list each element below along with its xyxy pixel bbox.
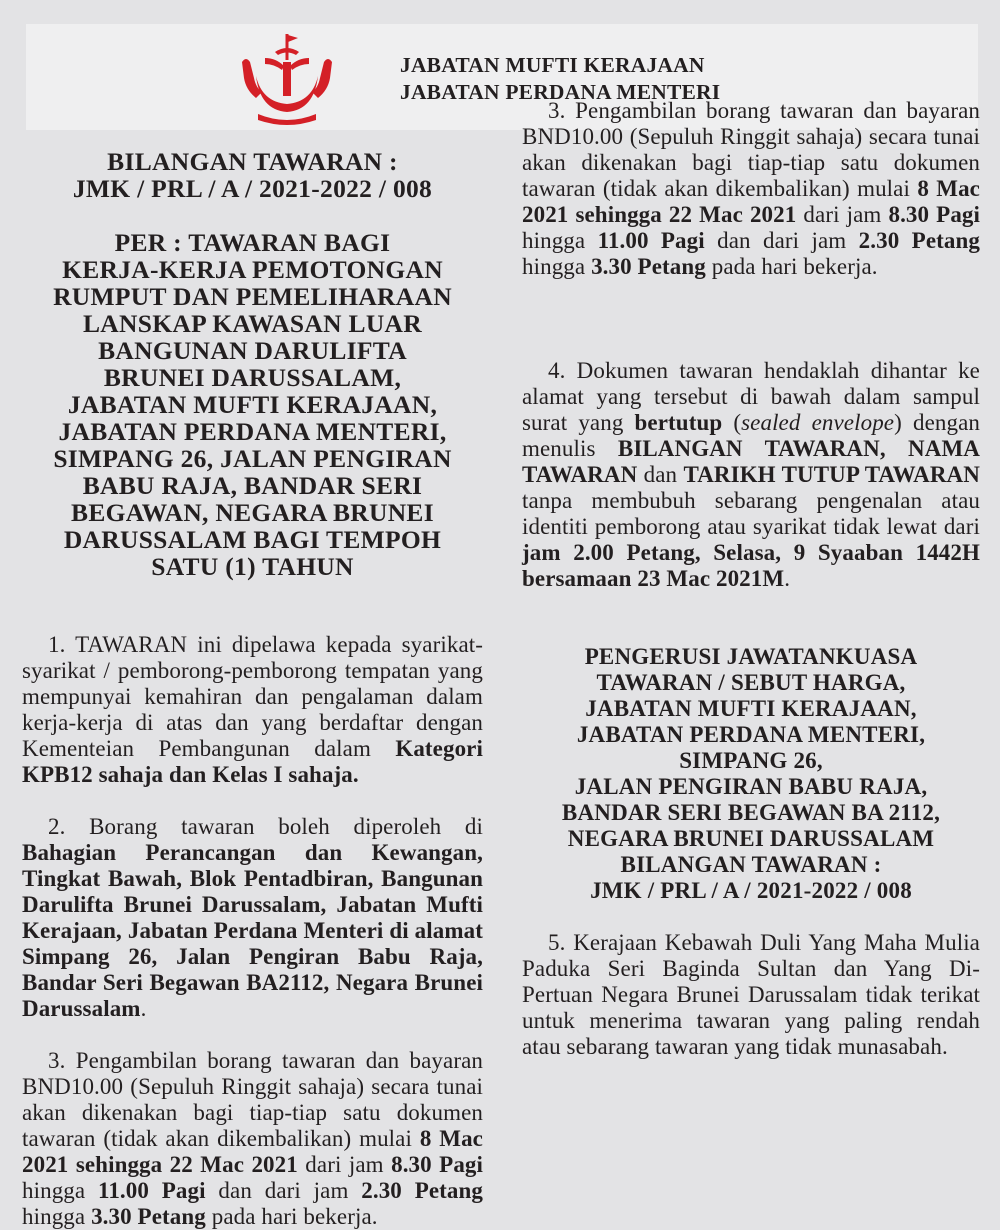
subject-line: RUMPUT DAN PEMELIHARAAN (53, 282, 452, 311)
subject-line: BRUNEI DARUSSALAM, (103, 363, 402, 392)
submission-address (522, 644, 980, 904)
paragraph-2: 2. Borang tawaran boleh diperoleh di Bahagian Perancangan dan Kewangan, Tingkat Bawah, Blok Pentadbiran, Bangunan Darulifta Brunei Darussalam, Jabatan Mufti Kerajaan, Jabatan Perdana Menteri di alamat Simpang 26, Jalan Pengiran Babu Raja, Bandar Seri Begawan BA2112, Negara Brunei Darussalam. (22, 814, 483, 1021)
address-line: JMK / PRL / A / 2021-2022 / 008 (590, 878, 912, 903)
department-name: JABATAN MUFTI KERAJAAN (400, 53, 705, 77)
paragraph-3-continued: 3. Pengambilan borang tawaran dan bayaran BND10.00 (Sepuluh Ringgit sahaja) secara tunai akan dikenakan bagi tiap-tiap satu dokumen tawaran (tidak akan dikembalikan) mulai 8 Mac 2021 sehingga 22 Mac 2021 dari jam 8.30 Pagi hingga 11.00 Pagi dan dari jam 2.30 Petang hingga 3.30 Petang pada hari bekerja. (522, 98, 981, 279)
tender-number-label: BILANGAN TAWARAN : (107, 147, 398, 176)
ministry-name: JABATAN PERDANA MENTERI (400, 80, 721, 104)
subject-line: KERJA-KERJA PEMOTONGAN (62, 255, 443, 284)
subject-line: SIMPANG 26, JALAN PENGIRAN (53, 444, 452, 473)
left-column (22, 147, 484, 1229)
subject-line: BABU RAJA, BANDAR SERI (82, 471, 423, 500)
tender-number-heading (22, 148, 483, 202)
address-line: NEGARA BRUNEI DARUSSALAM (567, 826, 935, 851)
tender-number-value: JMK / PRL / A / 2021-2022 / 008 (72, 174, 433, 203)
subject-line: JABATAN PERDANA MENTERI, (58, 417, 447, 446)
address-line: PENGERUSI JAWATANKUASA (584, 644, 918, 669)
subject-line: BEGAWAN, NEGARA BRUNEI (71, 498, 434, 527)
subject-line: PER : TAWARAN BAGI (114, 228, 391, 257)
address-line: BILANGAN TAWARAN : (620, 852, 882, 877)
address-line: JALAN PENGIRAN BABU RAJA, (574, 774, 928, 799)
subject-line: SATU (1) TAHUN (151, 552, 354, 581)
paragraph-1: 1. TAWARAN ini dipelawa kepada syarikat-syarikat / pemborong-pemborong tempatan yang mempunyai kemahiran dan pengalaman dalam kerja-kerja di atas dan yang berdaftar dengan Kementeian Pembangunan dalam Kategori KPB12 sahaja dan Kelas I sahaja. (22, 632, 483, 787)
address-line: JABATAN PERDANA MENTERI, (576, 722, 926, 747)
paragraph-4: 4. Dokumen tawaran hendaklah dihantar ke alamat yang tersebut di bawah dalam sampul surat yang bertutup (sealed envelope) dengan menulis BILANGAN TAWARAN, NAMA TAWARAN dan TARIKH TUTUP TAWARAN tanpa membubuh sebarang pengenalan atau identiti pemborong atau syarikat tidak lewat dari jam 2.00 Petang, Selasa, 9 Syaaban 1442H bersamaan 23 Mac 2021M. (522, 358, 980, 591)
paragraph-3: 3. Pengambilan borang tawaran dan bayaran BND10.00 (Sepuluh Ringgit sahaja) secara tunai akan dikenakan bagi tiap-tiap satu dokumen tawaran (tidak akan dikembalikan) mulai 8 Mac 2021 sehingga 22 Mac 2021 dari jam 8.30 Pagi hingga 11.00 Pagi dan dari jam 2.30 Petang hingga 3.30 Petang pada hari bekerja. (22, 1048, 484, 1229)
tender-subject-heading (22, 229, 483, 580)
brunei-crest-icon (232, 32, 342, 126)
subject-line: LANSKAP KAWASAN LUAR (83, 309, 422, 338)
address-line: BANDAR SERI BEGAWAN BA 2112, (561, 800, 941, 825)
subject-line: BANGUNAN DARULIFTA (98, 336, 407, 365)
address-line: JABATAN MUFTI KERAJAAN, (585, 696, 917, 721)
address-line: TAWARAN / SEBUT HARGA, (596, 670, 906, 695)
right-column (522, 98, 981, 1060)
subject-line: JABATAN MUFTI KERAJAAN, (67, 390, 438, 419)
paragraph-5: 5. Kerajaan Kebawah Duli Yang Maha Mulia Paduka Seri Baginda Sultan dan Yang Di-Pertuan Negara Brunei Darussalam tidak terikat untuk menerima tawaran yang paling rendah atau sebarang tawaran yang tidak munasabah. (522, 930, 980, 1059)
address-line: SIMPANG 26, (679, 748, 823, 773)
subject-line: DARUSSALAM BAGI TEMPOH (63, 525, 442, 554)
